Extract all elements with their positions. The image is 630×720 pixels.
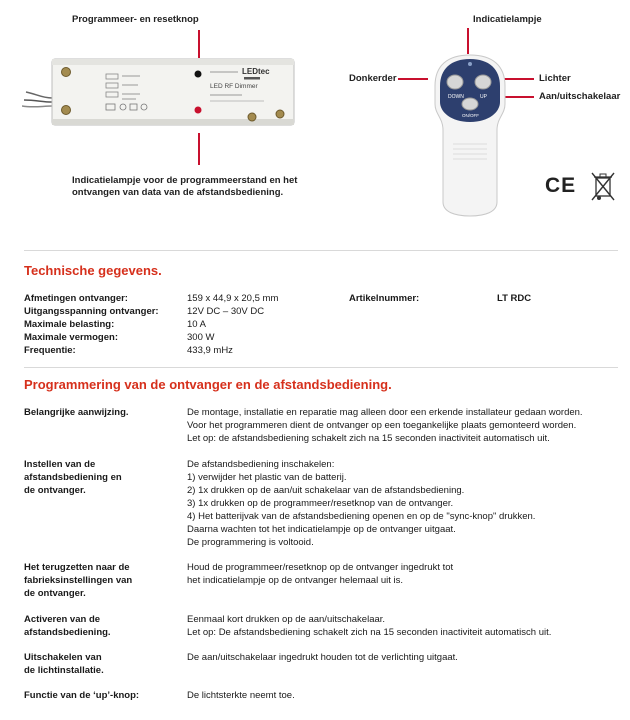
prog-label-up-button: Functie van de ‘up’-knop: — [24, 690, 140, 701]
receiver-brand-logo: LEDtec — [242, 67, 270, 76]
callout-darker: Donkerder — [349, 73, 397, 84]
receiver-device-image — [22, 54, 297, 132]
weee-bin-icon — [590, 170, 616, 202]
spec-value-frequency: 433,9 mHz — [187, 345, 233, 356]
callout-indicator-receiver: Indicatielampje voor de programmeerstand en het ontvangen van data van de afstandsbediening. — [72, 175, 298, 198]
article-number-value: LT RDC — [497, 293, 532, 304]
spec-label-output-voltage: Uitgangsspanning ontvanger: — [24, 306, 159, 317]
divider-top — [24, 250, 618, 251]
prog-text-up-button: De lichtsterkte neemt toe. — [187, 690, 295, 701]
prog-text-setup: De afstandsbediening inschakelen: 1) verwijder het plastic van de batterij. 2) 1x drukken op de aan/uit schakelaar van de afstandsbediening. 3) 1x drukken op de programmeer/resetknop van de ontvanger. 4) Het batterijvak van de afstandsbediening openen en op de "sync-knop" drukken. Daarna wachten tot het indicatielampje op de ontvanger uitgaat. De programmering is voltooid. — [187, 459, 536, 548]
remote-label-onoff: ON/OFF — [462, 113, 479, 118]
prog-text-factory-reset: Houd de programmeer/resetknop op de ontvanger ingedrukt tot het indicatielampje op de ontvanger helemaal uit is. — [187, 562, 454, 586]
prog-label-important: Belangrijke aanwijzing. — [24, 407, 129, 418]
prog-label-setup: Instellen van de afstandsbediening en de ontvanger. — [24, 459, 122, 496]
prog-label-factory-reset: Het terugzetten naar de fabrieksinstellingen van de ontvanger. — [24, 562, 133, 599]
callout-line-darker — [398, 78, 428, 80]
spec-label-max-power: Maximale vermogen: — [24, 332, 118, 343]
callout-indicator-lamp: Indicatielampje — [473, 14, 542, 25]
prog-text-important: De montage, installatie en reparatie mag alleen door een erkende installateur gedaan worden. Voor het programmeren dient de ontvanger op een toegankelijke plaats gemonteerd worden. Let op: de afstandsbediening schakelt zich na 15 seconden inactiviteit automatisch uit. — [187, 407, 583, 444]
prog-label-activate: Activeren van de afstandsbediening. — [24, 614, 111, 638]
prog-text-activate: Eenmaal kort drukken op de aan/uitschakelaar. Let op: De afstandsbediening schakelt zich na 15 seconden inactiviteit automatisch uit. — [187, 614, 552, 638]
ce-mark-icon: CE — [545, 174, 577, 197]
spec-value-output-voltage: 12V DC – 30V DC — [187, 306, 265, 317]
remote-control-image — [425, 52, 515, 220]
receiver-model-label: LED RF Dimmer — [210, 83, 258, 90]
programming-section-title: Programmering van de ontvanger en de afstandsbediening. — [24, 377, 392, 392]
article-number-label: Artikelnummer: — [349, 293, 420, 304]
prog-text-switch-off: De aan/uitschakelaar ingedrukt houden tot de verlichting uitgaat. — [187, 652, 458, 663]
spec-value-max-power: 300 W — [187, 332, 215, 343]
tech-section-title: Technische gegevens. — [24, 263, 162, 278]
spec-label-frequency: Frequentie: — [24, 345, 76, 356]
callout-line-indicator — [198, 133, 200, 165]
spec-label-dimensions: Afmetingen ontvanger: — [24, 293, 128, 304]
remote-label-down: DOWN — [448, 94, 464, 100]
spec-value-dimensions: 159 x 44,9 x 20,5 mm — [187, 293, 279, 304]
divider-middle — [24, 367, 618, 368]
callout-lighter: Lichter — [539, 73, 571, 84]
callout-line-indicator-lamp — [467, 28, 469, 54]
spec-label-max-load: Maximale belasting: — [24, 319, 115, 330]
callout-program-reset-button: Programmeer- en resetknop — [72, 14, 199, 25]
callout-on-off: Aan/uitschakelaar — [539, 91, 621, 102]
remote-label-up: UP — [480, 94, 487, 100]
spec-value-max-load: 10 A — [187, 319, 207, 330]
prog-label-switch-off: Uitschakelen van de lichtinstallatie. — [24, 652, 104, 676]
